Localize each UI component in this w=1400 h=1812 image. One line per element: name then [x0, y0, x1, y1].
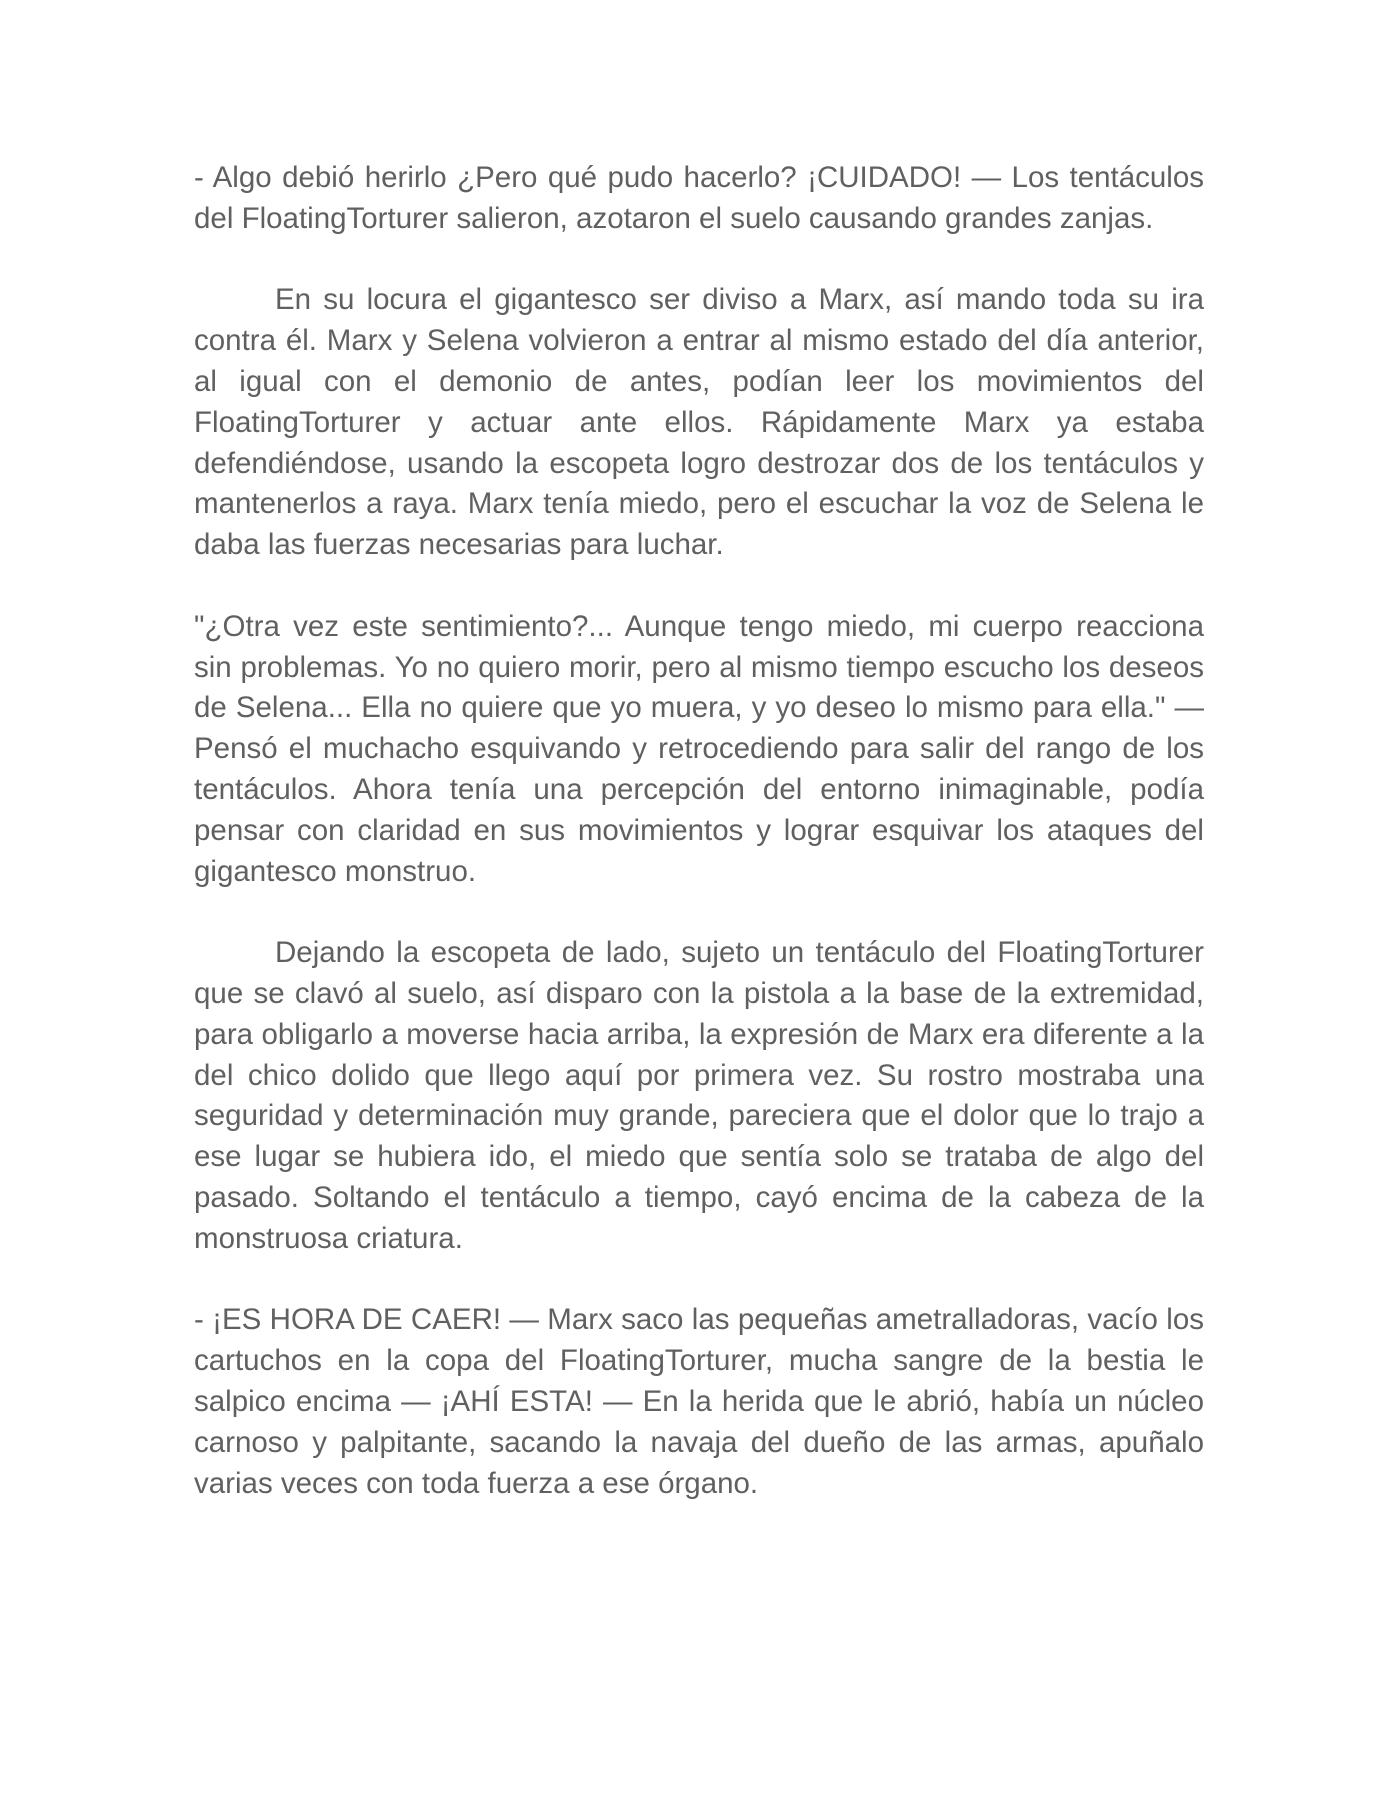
document-page [194, 158, 1204, 1545]
paragraph-4: Dejando la escopeta de lado, sujeto un tentáculo del FloatingTorturer que se clavó al suelo, así disparo con la pistola a la base de la extremidad, para obligarlo a moverse hacia arriba, la expresión de Marx era diferente a la del chico dolido que llego aquí por primera vez. Su rostro mostraba una seguridad y determinación muy grande, pareciera que el dolor que lo trajo a ese lugar se hubiera ido, el miedo que sentía solo se trataba de algo del pasado. Soltando el tentáculo a tiempo, cayó encima de la cabeza de la monstruosa criatura. [194, 936, 1204, 1255]
paragraph-3: "¿Otra vez este sentimiento?... Aunque tengo miedo, mi cuerpo reacciona sin problemas. Yo no quiero morir, pero al mismo tiempo escucho los deseos de Selena... Ella no quiere que yo muera, y yo deseo lo mismo para ella." — Pensó el muchacho esquivando y retrocediendo para salir del rango de los tentáculos. Ahora tenía una percepción del entorno inimaginable, podía pensar con claridad en sus movimientos y lograr esquivar los ataques del gigantesco monstruo. [194, 609, 1204, 888]
paragraph-1: - Algo debió herirlo ¿Pero qué pudo hacerlo? ¡CUIDADO! — Los tentáculos del FloatingTorturer salieron, azotaron el suelo causando grandes zanjas. [194, 161, 1204, 235]
paragraph-2: En su locura el gigantesco ser diviso a Marx, así mando toda su ira contra él. Marx y Selena volvieron a entrar al mismo estado del día anterior, al igual con el demonio de antes, podían leer los movimientos del FloatingTorturer y actuar ante ellos. Rápidamente Marx ya estaba defendiéndose, usando la escopeta logro destrozar dos de los tentáculos y mantenerlos a raya. Marx tenía miedo, pero el escuchar la voz de Selena le daba las fuerzas necesarias para luchar. [194, 283, 1204, 562]
paragraph-5: - ¡ES HORA DE CAER! — Marx saco las pequeñas ametralladoras, vacío los cartuchos en la copa del FloatingTorturer, mucha sangre de la bestia le salpico encima — ¡AHÍ ESTA! — En la herida que le abrió, había un núcleo carnoso y palpitante, sacando la navaja del dueño de las armas, apuñalo varias veces con toda fuerza a ese órgano. [194, 1303, 1204, 1500]
